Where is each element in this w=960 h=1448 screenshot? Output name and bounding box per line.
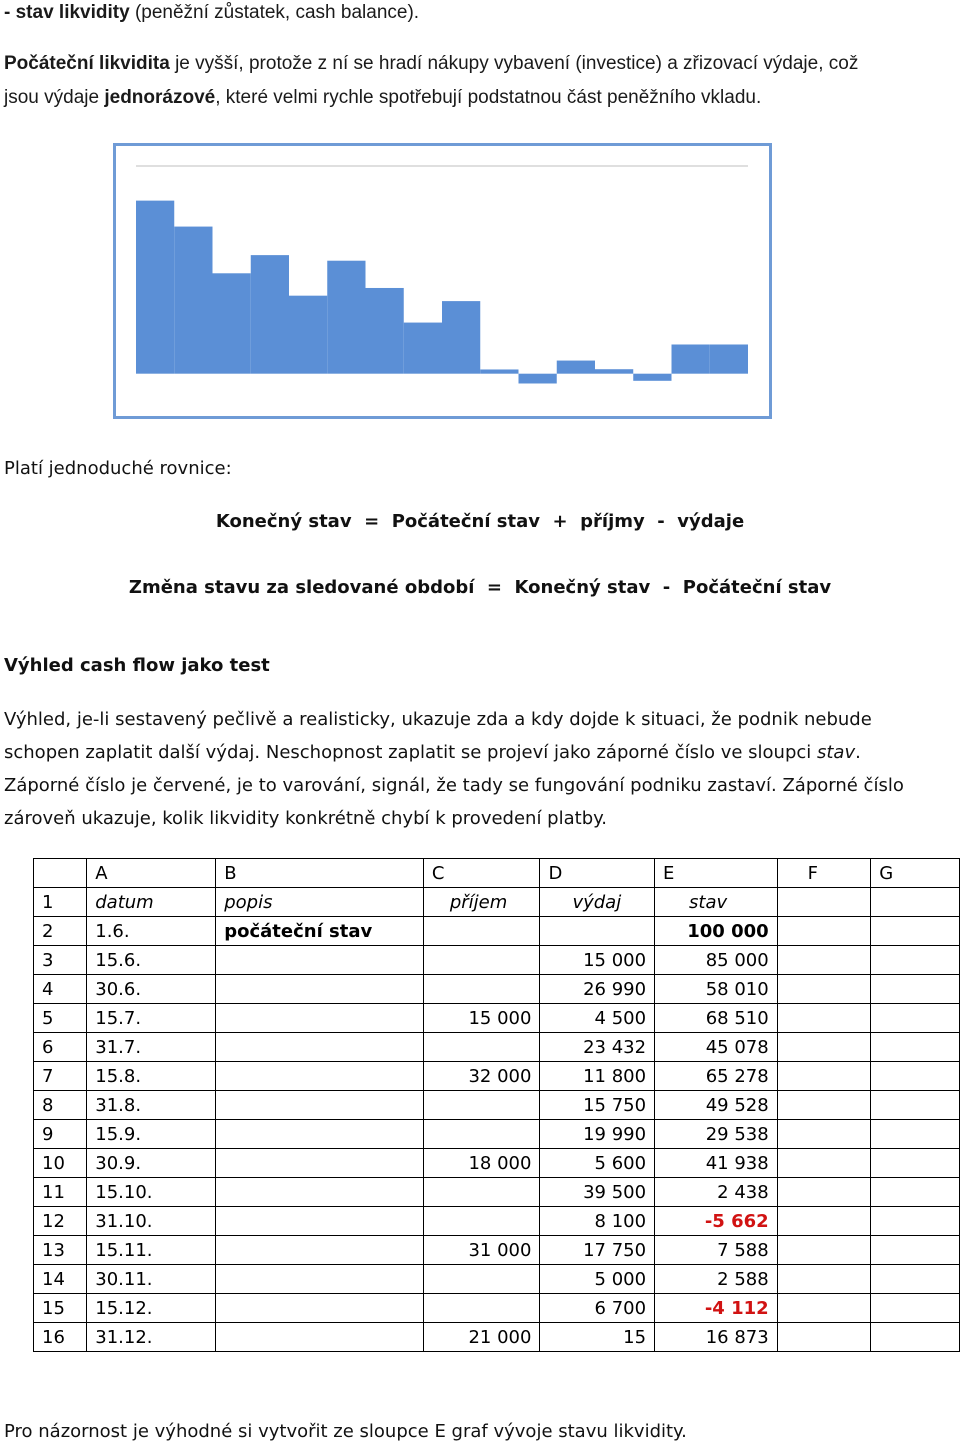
cell-popis <box>216 1149 424 1178</box>
section-heading: Výhled cash flow jako test <box>4 655 270 676</box>
empty-cell-f <box>777 1149 871 1178</box>
cell-datum: 30.11. <box>87 1265 216 1294</box>
cell-vydaj: 23 432 <box>540 1033 655 1062</box>
empty-cell-f <box>777 1323 871 1352</box>
column-letter-d: D <box>540 859 655 888</box>
cell-popis <box>216 1236 424 1265</box>
table-row <box>34 1178 960 1207</box>
cell-popis: počáteční stav <box>216 917 424 946</box>
cell-datum: 31.12. <box>87 1323 216 1352</box>
table-row <box>34 917 960 946</box>
empty-cell-f <box>777 917 871 946</box>
column-letters-row <box>34 859 960 888</box>
cell-prijem <box>423 917 540 946</box>
empty-cell-g <box>871 1207 960 1236</box>
paragraph-line-2 <box>4 742 861 763</box>
chart-bar-9 <box>442 301 480 374</box>
cell-prijem <box>423 1120 540 1149</box>
empty-cell-g <box>871 1120 960 1149</box>
cell-prijem: 18 000 <box>423 1149 540 1178</box>
row-number: 4 <box>34 975 87 1004</box>
empty-cell-g <box>871 917 960 946</box>
cell-stav: 58 010 <box>655 975 778 1004</box>
chart-bar-11 <box>519 374 557 384</box>
intro-line-liquidity <box>4 0 419 30</box>
equation-final-balance <box>0 511 960 532</box>
row-number: 2 <box>34 917 87 946</box>
paragraph-line-2a: schopen zaplatit další výdaj. Neschopnost zaplatit se projeví jako záporné číslo ve sloupci <box>4 742 817 763</box>
cell-stav: 2 438 <box>655 1178 778 1207</box>
empty-cell-g <box>871 946 960 975</box>
cell-vydaj: 19 990 <box>540 1120 655 1149</box>
cell-popis <box>216 1207 424 1236</box>
cell-stav: 49 528 <box>655 1091 778 1120</box>
cell-prijem: 32 000 <box>423 1062 540 1091</box>
cell-stav: -5 662 <box>655 1207 778 1236</box>
cell-stav: 45 078 <box>655 1033 778 1062</box>
cell-vydaj: 4 500 <box>540 1004 655 1033</box>
row-number: 11 <box>34 1178 87 1207</box>
cell-stav: 68 510 <box>655 1004 778 1033</box>
cell-vydaj <box>540 917 655 946</box>
empty-cell-f <box>777 1178 871 1207</box>
cell-prijem <box>423 1207 540 1236</box>
chart-bar-5 <box>289 296 327 374</box>
cell-datum: 31.10. <box>87 1207 216 1236</box>
cell-prijem <box>423 1265 540 1294</box>
intro-paragraph-line-1 <box>4 47 858 81</box>
cell-vydaj: 8 100 <box>540 1207 655 1236</box>
cell-stav: 29 538 <box>655 1120 778 1149</box>
cell-stav: -4 112 <box>655 1294 778 1323</box>
footer-note: Pro názornost je výhodné si vytvořit ze sloupce E graf vývoje stavu likvidity. <box>4 1421 687 1442</box>
chart-bar-13 <box>595 369 633 373</box>
row-number: 7 <box>34 1062 87 1091</box>
cell-popis <box>216 1033 424 1062</box>
cell-prijem: 31 000 <box>423 1236 540 1265</box>
empty-cell-f <box>777 1294 871 1323</box>
column-letter-e: E <box>655 859 778 888</box>
row-number: 10 <box>34 1149 87 1178</box>
liquidity-chart <box>113 143 772 419</box>
empty-cell-f <box>777 1207 871 1236</box>
cell-prijem <box>423 1294 540 1323</box>
liquidity-chart-svg <box>116 146 769 416</box>
column-letter-g: G <box>871 859 960 888</box>
empty-cell-f <box>777 1236 871 1265</box>
equation-change-text: Změna stavu za sledované období = Konečný stav - Počáteční stav <box>128 577 832 598</box>
cell-popis <box>216 1091 424 1120</box>
cell-prijem <box>423 1091 540 1120</box>
equation-final-balance-text: Konečný stav = Počáteční stav + příjmy - výdaje <box>215 511 745 532</box>
column-letter-b: B <box>216 859 424 888</box>
empty-cell-f <box>777 888 871 917</box>
cell-vydaj: 15 <box>540 1323 655 1352</box>
empty-cell-f <box>777 975 871 1004</box>
cell-popis <box>216 1120 424 1149</box>
cell-prijem <box>423 1033 540 1062</box>
cell-datum: 31.7. <box>87 1033 216 1062</box>
chart-bar-3 <box>213 273 251 373</box>
cell-popis <box>216 975 424 1004</box>
equations-intro: Platí jednoduché rovnice: <box>4 458 232 479</box>
row-number: 6 <box>34 1033 87 1062</box>
row-number: 15 <box>34 1294 87 1323</box>
cell-prijem <box>423 946 540 975</box>
cell-datum: 15.10. <box>87 1178 216 1207</box>
corner-cell <box>34 859 87 888</box>
row-number: 3 <box>34 946 87 975</box>
row-number: 8 <box>34 1091 87 1120</box>
table-row <box>34 1323 960 1352</box>
paragraph-stav-italic: stav <box>817 742 856 763</box>
chart-bar-1 <box>136 201 174 374</box>
intro-text-3: , které velmi rychle spotřebují podstatnou část peněžního vkladu. <box>215 87 762 108</box>
cell-prijem: 21 000 <box>423 1323 540 1352</box>
empty-cell-g <box>871 1004 960 1033</box>
cell-vydaj: 15 000 <box>540 946 655 975</box>
paragraph-line-2c: . <box>855 742 861 763</box>
cell-popis <box>216 1062 424 1091</box>
header-prijem: příjem <box>423 888 540 917</box>
row-number: 12 <box>34 1207 87 1236</box>
header-vydaj: výdaj <box>540 888 655 917</box>
chart-bar-2 <box>174 227 212 374</box>
cell-prijem <box>423 975 540 1004</box>
chart-bar-14 <box>633 374 671 381</box>
cell-datum: 15.11. <box>87 1236 216 1265</box>
empty-cell-g <box>871 975 960 1004</box>
empty-cell-f <box>777 1265 871 1294</box>
intro-rest: (peněžní zůstatek, cash balance). <box>129 2 420 23</box>
row-number: 5 <box>34 1004 87 1033</box>
chart-bar-4 <box>251 255 289 374</box>
cell-stav: 85 000 <box>655 946 778 975</box>
table-row <box>34 1207 960 1236</box>
cell-datum: 31.8. <box>87 1091 216 1120</box>
cell-stav: 2 588 <box>655 1265 778 1294</box>
cell-datum: 15.6. <box>87 946 216 975</box>
cell-vydaj: 17 750 <box>540 1236 655 1265</box>
empty-cell-g <box>871 1323 960 1352</box>
cell-stav: 7 588 <box>655 1236 778 1265</box>
empty-cell-g <box>871 888 960 917</box>
cell-datum: 15.12. <box>87 1294 216 1323</box>
cell-popis <box>216 1294 424 1323</box>
table-row <box>34 1236 960 1265</box>
empty-cell-g <box>871 1091 960 1120</box>
table-row <box>34 1091 960 1120</box>
empty-cell-g <box>871 1236 960 1265</box>
cell-vydaj: 39 500 <box>540 1178 655 1207</box>
chart-bar-12 <box>557 361 595 374</box>
empty-cell-g <box>871 1062 960 1091</box>
cell-vydaj: 6 700 <box>540 1294 655 1323</box>
cell-stav: 65 278 <box>655 1062 778 1091</box>
chart-bar-7 <box>366 288 404 374</box>
header-popis: popis <box>216 888 424 917</box>
table-row <box>34 1062 960 1091</box>
intro-text-1: je vyšší, protože z ní se hradí nákupy vybavení (investice) a zřizovací výdaje, což <box>169 53 859 74</box>
empty-cell-f <box>777 1062 871 1091</box>
cell-popis <box>216 1178 424 1207</box>
cell-datum: 30.6. <box>87 975 216 1004</box>
row-number: 16 <box>34 1323 87 1352</box>
cell-stav: 16 873 <box>655 1323 778 1352</box>
table-row <box>34 1265 960 1294</box>
cell-popis <box>216 1265 424 1294</box>
empty-cell-f <box>777 1004 871 1033</box>
column-letter-f: F <box>777 859 871 888</box>
paragraph-line-3: Záporné číslo je červené, je to varování, signál, že tady se fungování podniku zastaví. Záporné číslo <box>4 775 904 796</box>
chart-bar-8 <box>404 323 442 374</box>
cash-flow-table <box>33 858 960 1352</box>
cell-stav: 41 938 <box>655 1149 778 1178</box>
empty-cell-g <box>871 1294 960 1323</box>
column-letter-c: C <box>423 859 540 888</box>
empty-cell-f <box>777 1033 871 1062</box>
header-stav: stav <box>655 888 778 917</box>
row-number: 9 <box>34 1120 87 1149</box>
intro-bold-liquidity: - stav likvidity <box>4 2 130 23</box>
cell-stav: 100 000 <box>655 917 778 946</box>
empty-cell-g <box>871 1033 960 1062</box>
empty-cell-g <box>871 1265 960 1294</box>
table-row <box>34 1120 960 1149</box>
row-number: 14 <box>34 1265 87 1294</box>
cell-popis <box>216 946 424 975</box>
empty-cell-g <box>871 1149 960 1178</box>
header-datum: datum <box>87 888 216 917</box>
cell-vydaj: 11 800 <box>540 1062 655 1091</box>
row-number: 1 <box>34 888 87 917</box>
cell-popis <box>216 1004 424 1033</box>
empty-cell-g <box>871 1178 960 1207</box>
chart-bar-6 <box>327 261 365 374</box>
table-row <box>34 946 960 975</box>
cell-prijem: 15 000 <box>423 1004 540 1033</box>
cell-datum: 15.7. <box>87 1004 216 1033</box>
cell-popis <box>216 1323 424 1352</box>
paragraph-line-1: Výhled, je-li sestavený pečlivě a realisticky, ukazuje zda a kdy dojde k situaci, že podnik nebude <box>4 709 872 730</box>
table-row <box>34 1004 960 1033</box>
cell-datum: 15.8. <box>87 1062 216 1091</box>
cell-vydaj: 15 750 <box>540 1091 655 1120</box>
cell-vydaj: 5 600 <box>540 1149 655 1178</box>
intro-text-2: jsou výdaje <box>4 87 105 108</box>
cell-datum: 15.9. <box>87 1120 216 1149</box>
table-row <box>34 1149 960 1178</box>
intro-paragraph-line-2 <box>4 81 761 115</box>
cell-prijem <box>423 1178 540 1207</box>
row-number: 13 <box>34 1236 87 1265</box>
equation-change <box>0 577 960 598</box>
chart-bar-10 <box>480 369 518 373</box>
intro-bold-one-time: jednorázové <box>104 87 216 108</box>
table-row <box>34 975 960 1004</box>
empty-cell-f <box>777 946 871 975</box>
cell-datum: 1.6. <box>87 917 216 946</box>
cell-datum: 30.9. <box>87 1149 216 1178</box>
cell-vydaj: 5 000 <box>540 1265 655 1294</box>
header-row <box>34 888 960 917</box>
paragraph-line-4: zároveň ukazuje, kolik likvidity konkrétně chybí k provedení platby. <box>4 808 607 829</box>
empty-cell-f <box>777 1120 871 1149</box>
chart-bar-15 <box>672 344 710 373</box>
column-letter-a: A <box>87 859 216 888</box>
empty-cell-f <box>777 1091 871 1120</box>
intro-bold-initial-liquidity: Počáteční likvidita <box>4 53 170 74</box>
chart-bar-16 <box>710 344 748 373</box>
table-row <box>34 1294 960 1323</box>
cell-vydaj: 26 990 <box>540 975 655 1004</box>
table-row <box>34 1033 960 1062</box>
